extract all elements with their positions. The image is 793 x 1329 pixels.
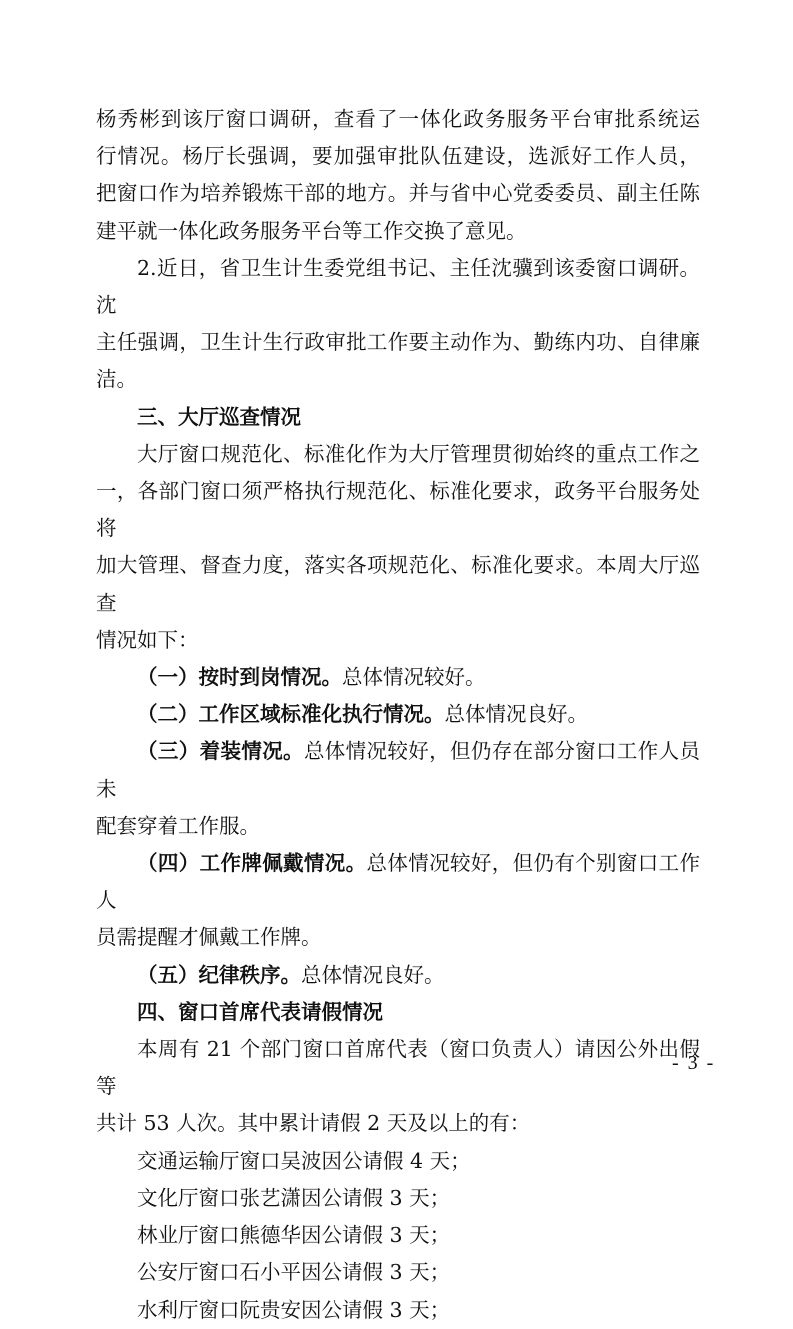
document-body: [96, 101, 700, 1329]
paragraph-1: [96, 101, 700, 250]
text-line: [96, 845, 700, 919]
text-line: 杨秀彬到该厅窗口调研，查看了一体化政务服务平台审批系统运: [96, 107, 700, 131]
page-number: - 3 -: [672, 1052, 716, 1074]
item-text: 总体情况较好。: [342, 665, 486, 690]
text-line: 员需提醒才佩戴工作牌。: [96, 925, 322, 950]
item-text: 总体情况良好。: [301, 962, 445, 987]
leave-entry: 公安厅窗口石小平因公请假 3 天；: [137, 1260, 451, 1285]
leave-entry: 林业厅窗口熊德华因公请假 3 天；: [137, 1223, 451, 1248]
text-line: [96, 957, 700, 994]
text-line: 本周有 21 个部门窗口首席代表（窗口负责人）请因公外出假等: [96, 1037, 700, 1099]
inspection-item-3: [96, 733, 700, 845]
text-line: 大厅窗口规范化、标准化作为大厅管理贯彻始终的重点工作之: [137, 441, 700, 466]
leave-entry: 交通运输厅窗口吴波因公请假 4 天；: [137, 1148, 471, 1173]
text-line: 行情况。杨厅长强调，要加强审批队伍建设，选派好工作人员，: [96, 144, 700, 169]
text-line: 建平就一体化政务服务平台等工作交换了意见。: [96, 218, 527, 243]
item-text: 总体情况较好，但仍存在部分窗口工作人员未: [96, 739, 701, 801]
section-3-heading: 三、大厅巡查情况: [137, 404, 301, 429]
text-line: 把窗口作为培养锻炼干部的地方。并与省中心党委委员、副主任陈: [96, 181, 700, 206]
text-line: [96, 733, 700, 807]
text-line: 配套穿着工作服。: [96, 813, 260, 838]
item-text: 总体情况较好，但仍有个别窗口工作人: [96, 851, 701, 913]
text-line: 一，各部门窗口须严格执行规范化、标准化要求，政务平台服务处将: [96, 479, 700, 541]
section-3-intro: [96, 436, 700, 659]
item-text: 总体情况良好。: [444, 702, 588, 727]
inspection-item-5: [96, 957, 700, 994]
section-4-heading: 四、窗口首席代表请假情况: [137, 999, 383, 1024]
text-line: 共计 53 人次。其中累计请假 2 天及以上的有：: [96, 1111, 531, 1136]
text-line: 主任强调，卫生计生行政审批工作要主动作为、勤练内功、自律廉洁。: [96, 330, 700, 392]
leave-entry: 水利厅窗口阮贵安因公请假 3 天；: [137, 1297, 451, 1322]
leave-entry: 文化厅窗口张艺潇因公请假 3 天；: [137, 1185, 451, 1210]
text-line: 情况如下：: [96, 627, 199, 652]
item-title: （三）着装情况。: [137, 739, 304, 764]
inspection-item-4: [96, 845, 700, 957]
text-line: 2.近日，省卫生计生委党组书记、主任沈骥到该委窗口调研。沈: [96, 255, 700, 318]
paragraph-2: [96, 250, 700, 399]
text-line: 加大管理、督查力度，落实各项规范化、标准化要求。本周大厅巡查: [96, 553, 700, 615]
item-title: （四）工作牌佩戴情况。: [137, 851, 367, 876]
section-4-intro: [96, 1031, 700, 1143]
text-line: [96, 696, 700, 733]
inspection-item-1: [96, 659, 700, 696]
leave-list: [96, 1143, 700, 1329]
text-line: [96, 659, 700, 696]
item-title: （五）纪律秩序。: [137, 962, 301, 987]
inspection-item-2: [96, 696, 700, 733]
item-title: （一）按时到岗情况。: [137, 665, 342, 690]
item-title: （二）工作区域标准化执行情况。: [137, 702, 445, 727]
